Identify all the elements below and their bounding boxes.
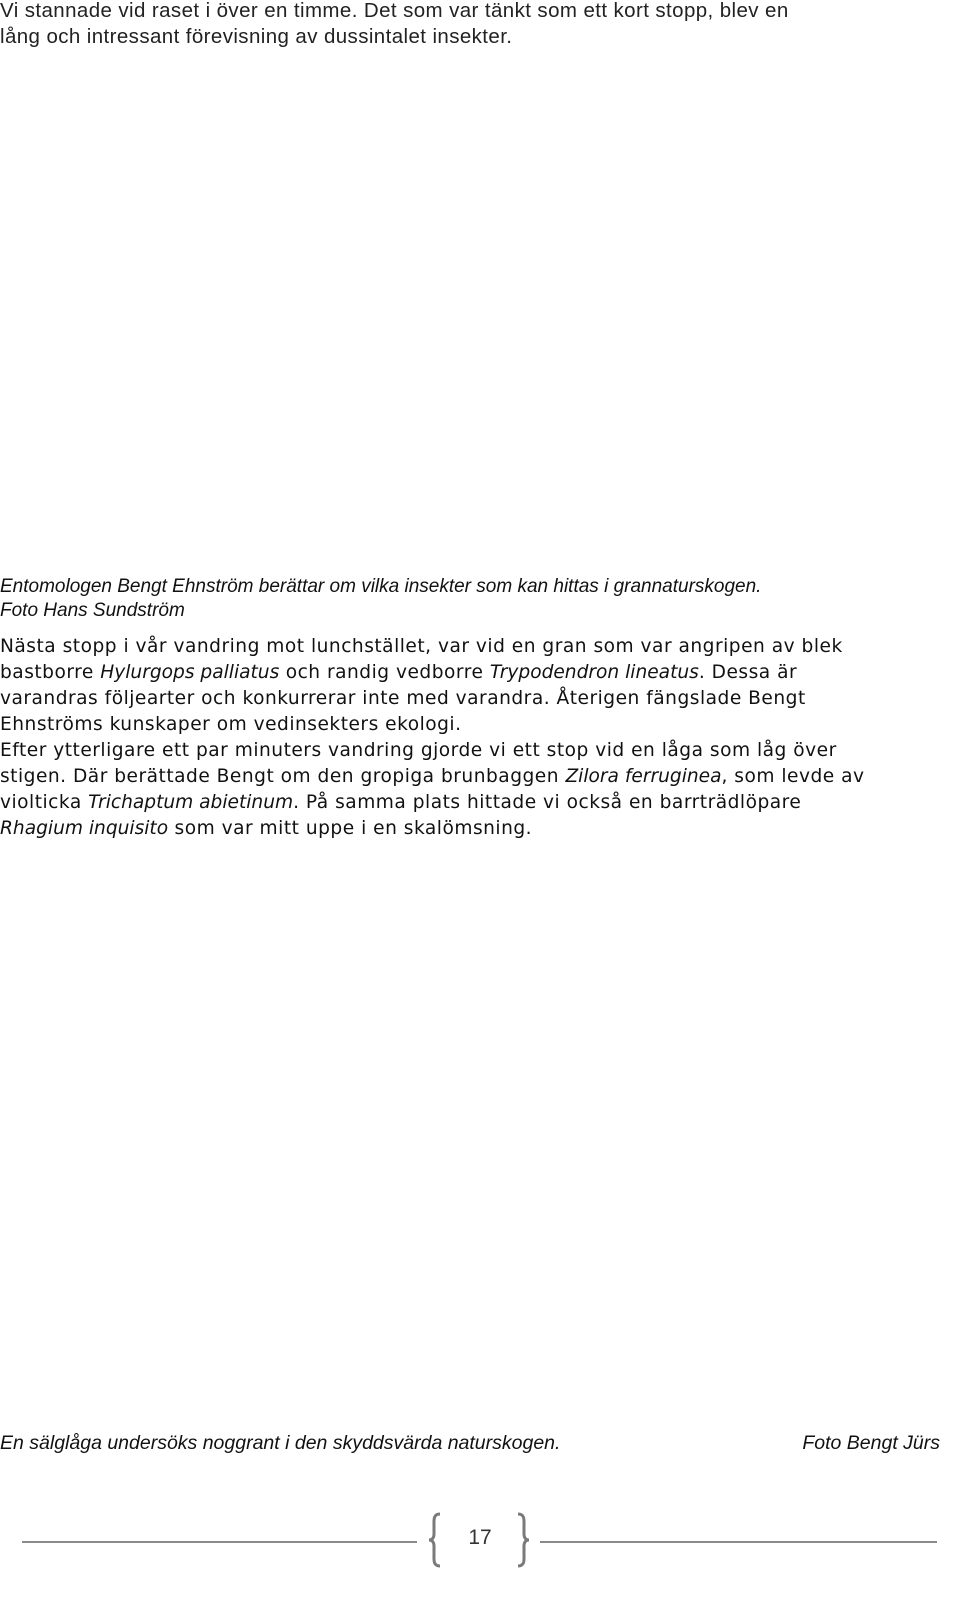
body-line-2 — [0, 660, 865, 686]
body-text: som var mitt uppe i en skalömsning. — [168, 818, 533, 839]
intro-paragraph — [0, 0, 789, 50]
footer-rule-left — [22, 1541, 417, 1543]
intro-line-2: lång och intressant förevisning av dussintalet insekter. — [0, 25, 513, 48]
body-line-5: Efter ytterligare ett par minuters vandring gjorde vi ett stop vid en låga som låg över — [0, 740, 837, 761]
species-name: Trypodendron lineatus — [489, 662, 699, 683]
body-line-8 — [0, 816, 865, 842]
photo-caption-2-text: En sälglåga undersöks noggrant i den skyddsvärda naturskogen. — [0, 1432, 561, 1454]
species-name: Trichaptum abietinum — [88, 792, 294, 813]
photo-caption-1-credit: Foto Hans Sundström — [0, 600, 185, 621]
photo-caption-2-credit: Foto Bengt Jürs — [802, 1432, 940, 1454]
body-text: och randig vedborre — [279, 662, 490, 683]
body-paragraph — [0, 634, 865, 842]
species-name: Rhagium inquisito — [0, 818, 169, 839]
body-line-1: Nästa stopp i vår vandring mot lunchstället, var vid en gran som var angripen av blek — [0, 636, 843, 657]
page-footer — [0, 1512, 960, 1572]
body-text: , som levde av — [721, 766, 865, 787]
photo-caption-1 — [0, 575, 761, 623]
body-text: . Dessa är — [698, 662, 798, 683]
body-text: bastborre — [0, 662, 101, 683]
page-number: 17 — [468, 1526, 492, 1549]
body-text: stigen. Där berättade Bengt om den gropiga brunbaggen — [0, 766, 566, 787]
body-line-7 — [0, 790, 865, 816]
intro-line-1: Vi stannade vid raset i över en timme. Det som var tänkt som ett kort stopp, blev en — [0, 0, 789, 22]
body-line-6 — [0, 764, 865, 790]
species-name: Zilora ferruginea — [565, 766, 722, 787]
right-brace-icon — [516, 1512, 530, 1568]
species-name: Hylurgops palliatus — [100, 662, 280, 683]
body-line-3: varandras följearter och konkurrerar inte med varandra. Återigen fängslade Bengt — [0, 688, 806, 709]
body-line-4: Ehnströms kunskaper om vedinsekters ekologi. — [0, 714, 462, 735]
photo-caption-1-text: Entomologen Bengt Ehnström berättar om vilka insekter som kan hittas i grannaturskogen. — [0, 576, 762, 597]
footer-rule-right — [540, 1541, 937, 1543]
body-text: violticka — [0, 792, 89, 813]
body-text: . På samma plats hittade vi också en barrträdlöpare — [293, 792, 802, 813]
